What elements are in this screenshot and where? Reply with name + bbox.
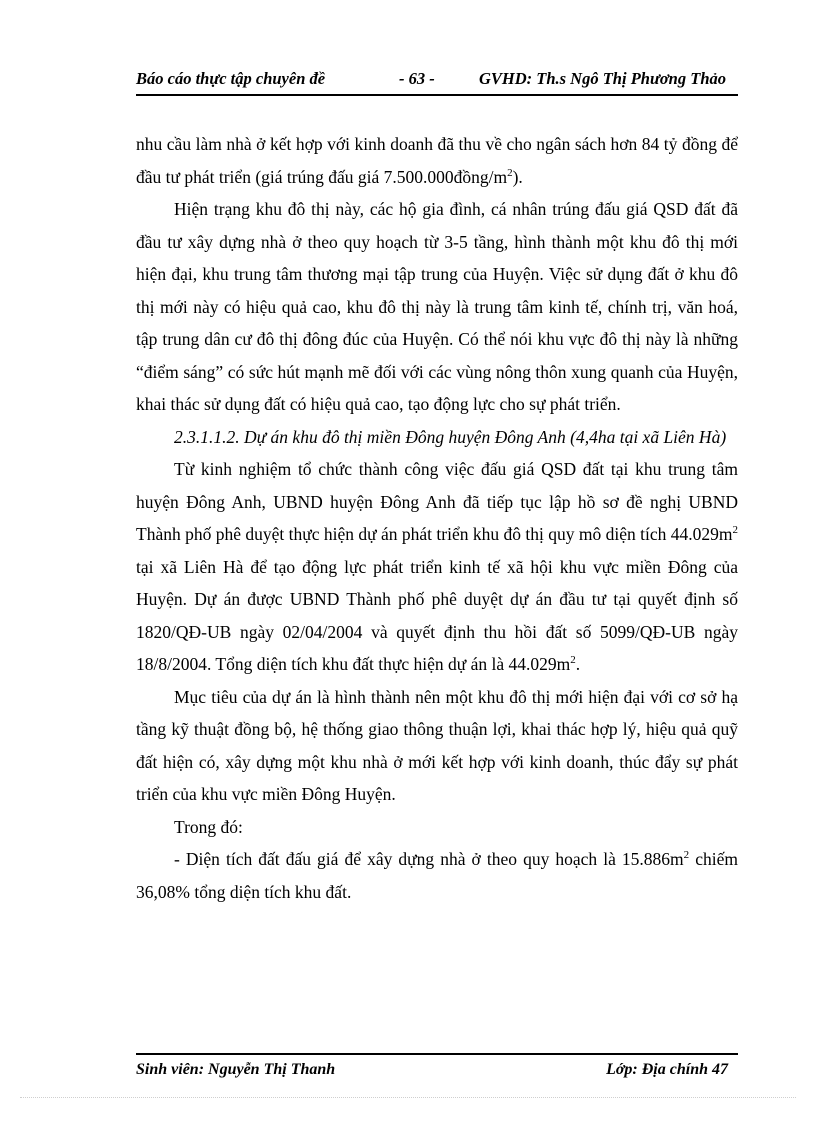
document-body bbox=[136, 128, 738, 908]
paragraph-2: Hiện trạng khu đô thị này, các hộ gia đình, cá nhân trúng đấu giá QSD đất đã đầu tư xây dựng nhà ở theo quy hoạch từ 3-5 tầng, hình thành một khu đô thị mới hiện đại, khu trung tâm thương mại tập trung của Huyện. Việc sử dụng đất ở khu đô thị mới này có hiệu quả cao, khu đô thị này là trung tâm kinh tế, chính trị, văn hoá, tập trung dân cư đô thị đông đúc của Huyện. Có thể nói khu vực đô thị này là những “điểm sáng” có sức hút mạnh mẽ đối với các vùng nông thôn xung quanh của Huyện, khai thác sử dụng đất có hiệu quả cao, tạo động lực cho sự phát triển. bbox=[136, 199, 738, 414]
paragraph-3: Từ kinh nghiệm tổ chức thành công việc đấu giá QSD đất tại khu trung tâm huyện Đông Anh, UBND huyện Đông Anh đã tiếp tục lập hồ sơ đề nghị UBND Thành phố phê duyệt thực hiện dự án phát triển khu đô thị quy mô diện tích $44.029m^2$ tại xã Liên Hà để tạo động lực phát triển kinh tế xã hội khu vực miền Đông của Huyện. Dự án được UBND Thành phố phê duyệt dự án đầu tư tại quyết định số 1820/QĐ-UB ngày 02/04/2004 và quyết định thu hồi đất số 5099/QĐ-UB ngày 18/8/2004. Tổng diện tích khu đất thực hiện dự án là $44.029m^2$. bbox=[136, 459, 738, 674]
page-number: - 63 - bbox=[399, 69, 435, 88]
paragraph-4: Mục tiêu của dự án là hình thành nên một khu đô thị mới hiện đại với cơ sở hạ tầng kỹ thuật đồng bộ, hệ thống giao thông thuận lợi, khai thác hợp lý, hiệu quả quỹ đất hiện có, xây dựng một khu nhà ở mới kết hợp với kinh doanh, thúc đẩy sự phát triển của khu vực miền Đông Huyện. bbox=[136, 686, 738, 804]
page-bottom-dotted-line bbox=[20, 1097, 796, 1098]
header-report-title: Báo cáo thực tập chuyên đề bbox=[136, 69, 326, 88]
paragraph-6: - Diện tích đất đấu giá để xây dựng nhà ở theo quy hoạch là $15.886m^2$ chiếm 36,08% tổng diện tích khu đất. bbox=[136, 849, 738, 902]
paragraph-1: nhu cầu làm nhà ở kết hợp với kinh doanh đã thu về cho ngân sách hơn 84 tỷ đồng để đầu tư phát triển (giá trúng đấu giá $7.500.000đồng/m^2$). bbox=[136, 134, 738, 187]
page-footer bbox=[136, 1053, 738, 1085]
section-heading: 2.3.1.1.2. Dự án khu đô thị miền Đông huyện Đông Anh (4,4ha tại xã Liên Hà) bbox=[174, 426, 727, 447]
header-supervisor: GVHD: Th.s Ngô Thị Phương Thảo bbox=[478, 69, 726, 88]
paragraph-5: Trong đó: bbox=[174, 816, 243, 837]
page-header bbox=[136, 66, 738, 96]
footer-class: Lớp: Địa chính 47 bbox=[606, 1061, 728, 1078]
footer-student: Sinh viên: Nguyễn Thị Thanh bbox=[136, 1061, 336, 1078]
